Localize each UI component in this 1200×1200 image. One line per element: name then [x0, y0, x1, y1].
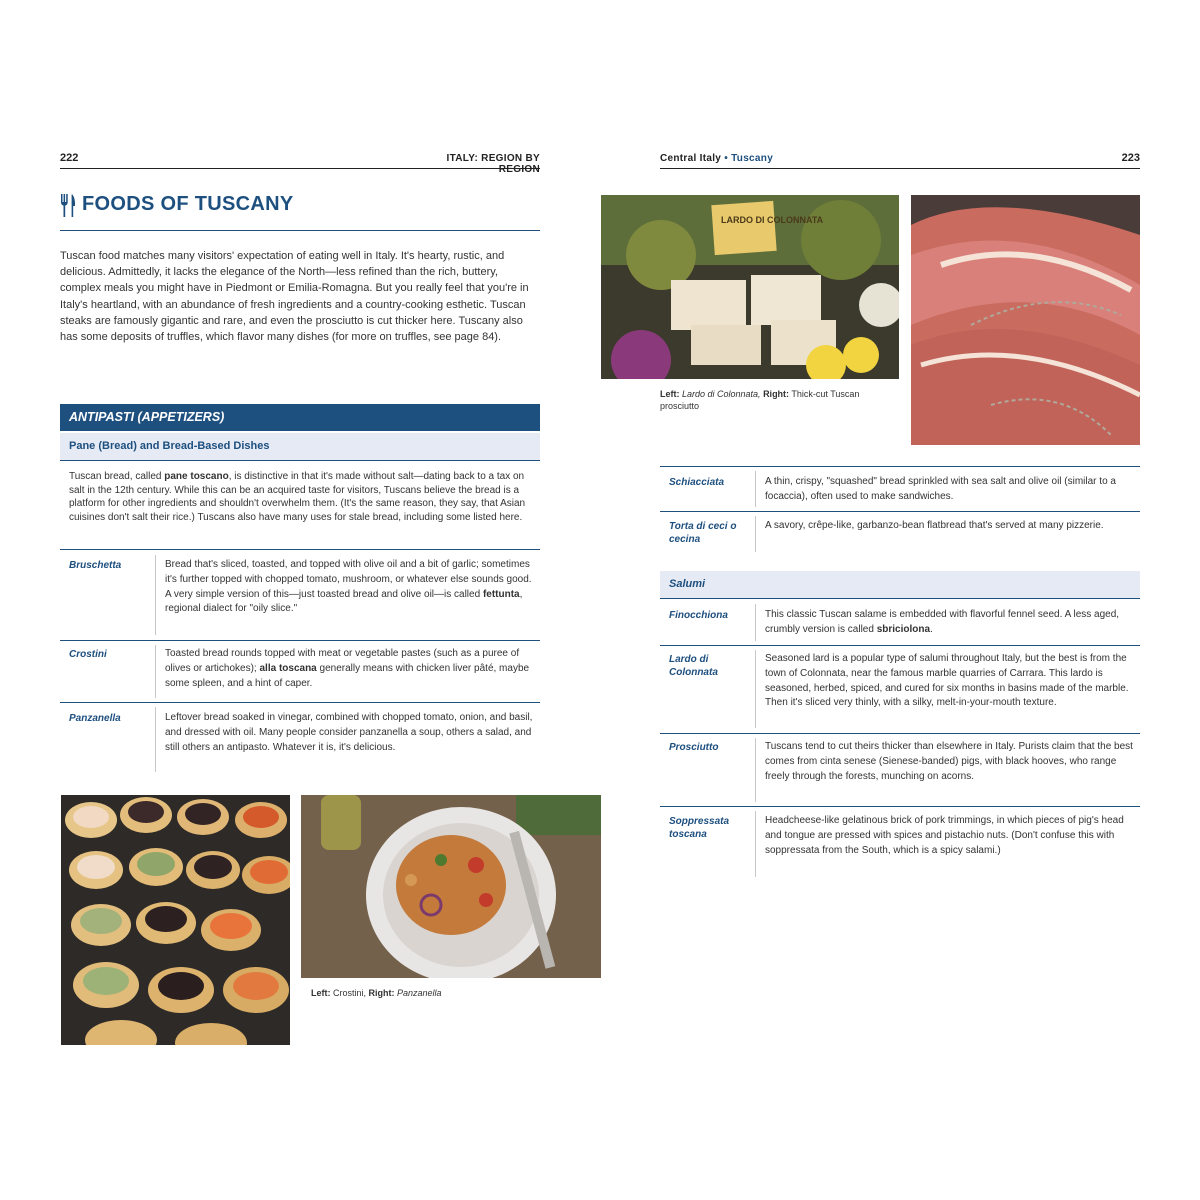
row-divider	[660, 645, 1140, 646]
column-divider	[155, 555, 156, 635]
entry-desc-bruschetta: Bread that's sliced, toasted, and topped with olive oil and a bit of garlic; sometimes it's further topped with chopped tomato, mushroom, or whatever else sounds good. A very simple version of this—just toasted bread and olive oil—is called fettunta, regional dialect for "oily slice."	[165, 559, 532, 615]
page-title: FOODS OF TUSCANY	[82, 193, 294, 215]
running-head-right: Central Italy • Tuscany	[660, 153, 774, 164]
column-divider	[755, 471, 756, 507]
subsection-header-bread	[60, 433, 540, 461]
running-head-left: ITALY: REGION BY REGION	[446, 153, 540, 175]
page-number-left: 222	[60, 152, 79, 164]
header-rule-left	[60, 168, 540, 169]
column-divider	[755, 604, 756, 641]
entry-desc-schiacciata: A thin, crispy, "squashed" bread sprinkled with sea salt and olive oil (similar to a focaccia), often used to make sandwiches.	[765, 476, 1116, 502]
row-divider	[660, 806, 1140, 807]
row-divider	[660, 466, 1140, 467]
entry-term-crostini: Crostini	[69, 649, 107, 660]
column-divider	[755, 738, 756, 802]
row-divider	[60, 702, 540, 703]
column-divider	[155, 645, 156, 698]
entry-term-schiacciata: Schiacciata	[669, 477, 725, 488]
entry-desc-soppressata-toscana: Headcheese-like gelatinous brick of pork trimmings, in which pieces of pig's head and tongue are pressed with spices and pistachio nuts. (Don't confuse this with soppressata from the South, which is a spicy salami.)	[765, 815, 1124, 856]
entry-desc-crostini: Toasted bread rounds topped with meat or vegetable pastes (such as a puree of olives or artichokes); alla toscana generally means with chicken liver pâté, maybe some spleen, and a hint of caper.	[165, 648, 530, 689]
row-divider	[60, 640, 540, 641]
section-header-antipasti	[60, 404, 540, 431]
row-divider	[60, 549, 540, 550]
photo-lardo-di-colonnata	[601, 195, 899, 379]
entry-term-torta-di-ceci: Torta di ceci o cecina	[669, 521, 737, 545]
subsection-header-label: Salumi	[669, 578, 706, 590]
photo-caption-left-page: Left: Crostini, Right: Panzanella	[311, 988, 442, 998]
entry-desc-panzanella: Leftover bread soaked in vinegar, combined with chopped tomato, onion, and basil, and dressed with oil. Many people consider panzanella a soup, others a salad, and still others an antipasto. Whatever it is, it's delicious.	[165, 712, 533, 753]
sign-lardo: LARDO DI COLONNATA	[721, 215, 824, 225]
fork-knife-icon	[60, 194, 76, 218]
subsection-header-salumi	[660, 571, 1140, 599]
photo-prosciutto	[911, 195, 1140, 445]
column-divider	[755, 516, 756, 552]
column-divider	[755, 650, 756, 728]
photo-crostini	[61, 795, 290, 1045]
photo-caption-right-page: Left: Lardo di Colonnata, Right: Thick-cut Tuscan prosciutto	[660, 389, 860, 411]
header-rule-right	[660, 168, 1140, 169]
page-number-right: 223	[1121, 152, 1140, 164]
entry-term-panzanella: Panzanella	[69, 713, 121, 724]
row-divider	[660, 733, 1140, 734]
entry-desc-prosciutto: Tuscans tend to cut theirs thicker than elsewhere in Italy. Purists claim that the best comes from cinta senese (Sienese-banded) pigs, with black hooves, who range freely through the forests, munching on acorns.	[765, 741, 1133, 782]
row-divider	[660, 511, 1140, 512]
section-title-block	[60, 190, 540, 231]
entry-term-bruschetta: Bruschetta	[69, 560, 122, 571]
entry-desc-torta-di-ceci: A savory, crêpe-like, garbanzo-bean flatbread that's served at many pizzerie.	[765, 520, 1104, 531]
intro-paragraph: Tuscan food matches many visitors' expectation of eating well in Italy. It's hearty, rustic, and delicious. Admittedly, it lacks the elegance of the North—less refined than the rich, buttery, complex meals you might have in Piedmont or Emilia-Romagna. But you really feel that you're in Italy's heartland, with an abundance of fresh ingredients and a country-cooking esthetic. Tuscan steaks are famously gigantic and rare, and even the prosciutto is cut thicker here. Tuscany also has some deposits of truffles, which flavor many dishes (for more on truffles, see page 84).	[60, 250, 529, 344]
bread-intro-paragraph: Tuscan bread, called pane toscano, is distinctive in that it's made without salt—dating back to a tax on salt in the 12th century. While this can be an acquired taste for visitors, Tuscans believe the bread is a platform for other ingredients and shouldn't overwhelm them. (It's the same reason, they say, that Asian cuisines don't salt their rice.) Tuscans also have many uses for stale bread, including some listed here.	[69, 471, 526, 523]
photo-panzanella	[301, 795, 601, 978]
section-header-label: ANTIPASTI (APPETIZERS)	[69, 410, 225, 424]
entry-term-prosciutto: Prosciutto	[669, 742, 719, 753]
entry-desc-lardo-di-colonnata: Seasoned lard is a popular type of salumi throughout Italy, but the best is from the town of Colonnata, near the famous marble quarries of Carrara. This lardo is seasoned, herbed, spiced, and cured for six months in basins made of the marble. Then it's sliced very thinly, with a silky, melt-in-your-mouth texture.	[765, 653, 1129, 709]
column-divider	[755, 811, 756, 877]
entry-term-lardo-di-colonnata: Lardo di Colonnata	[669, 654, 718, 678]
entry-term-soppressata-toscana: Soppressata toscana	[669, 816, 730, 840]
entry-desc-finocchiona: This classic Tuscan salame is embedded with flavorful fennel seed. A less aged, crumbly version is called sbriciolona.	[765, 609, 1120, 635]
entry-term-finocchiona: Finocchiona	[669, 610, 728, 621]
column-divider	[155, 707, 156, 772]
subsection-header-label: Pane (Bread) and Bread-Based Dishes	[69, 440, 270, 452]
